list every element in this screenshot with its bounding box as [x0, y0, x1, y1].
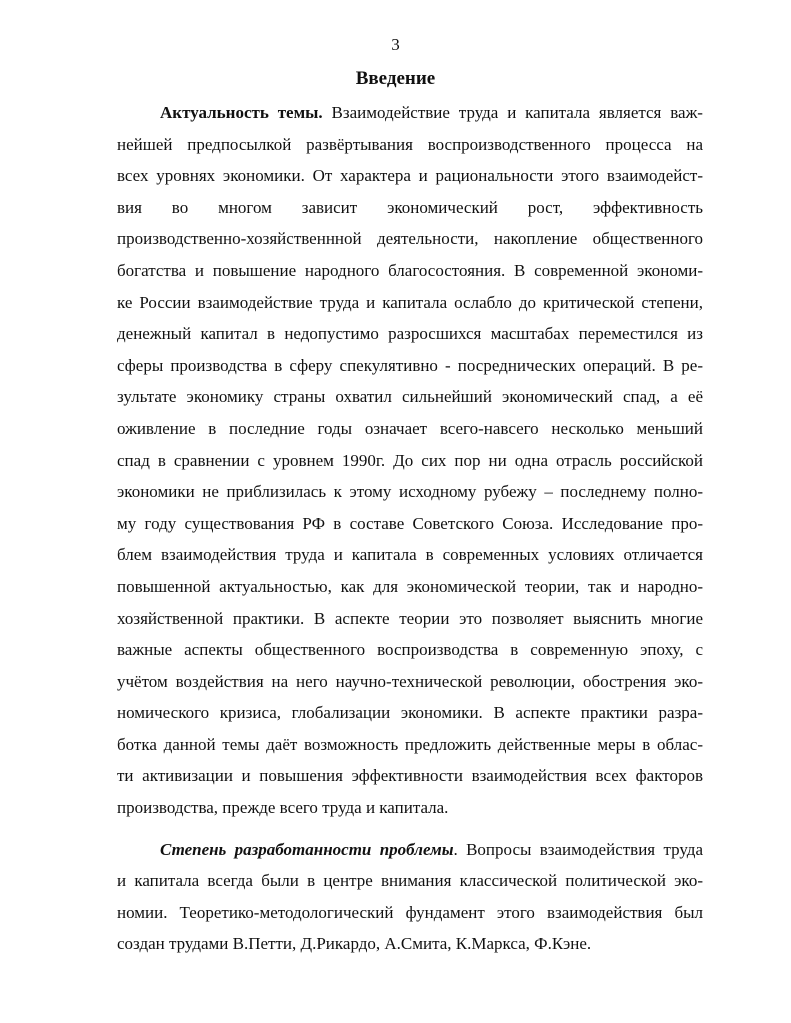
paragraph-line: и капитала всегда были в центре внимания классической политической эко- [117, 871, 703, 891]
paragraph-line: сферы производства в сферу спекулятивно - посреднических операций. В ре- [117, 355, 703, 375]
body-text [117, 97, 703, 960]
paragraph-line: хозяйственной практики. В аспекте теории это позволяет выяснить многие [117, 608, 703, 628]
paragraph-line: номического кризиса, глобализации экономики. В аспекте практики разра- [117, 703, 703, 723]
paragraph-line: ке России взаимодействие труда и капитала ослабло до критической степени, [117, 292, 703, 312]
paragraph-line: зультате экономику страны охватил сильнейший экономический спад, а её [117, 387, 703, 407]
page-heading: Введение [355, 68, 436, 89]
paragraph-line: денежный капитал в недопустимо разросшихся масштабах переместился из [117, 324, 703, 344]
paragraph-line: создан трудами В.Петти, Д.Рикардо, А.Смита, К.Маркса, Ф.Кэне. [117, 934, 592, 954]
paragraph-line: богатства и повышение народного благосостояния. В современной экономи- [117, 260, 703, 280]
paragraph-line: Актуальность темы. Взаимодействие труда и капитала является важ- [160, 103, 703, 122]
section-lead-elaboration: Степень разработанности проблемы [160, 839, 454, 859]
paragraph-line: вия во многом зависит экономический рост, эффективность [117, 197, 703, 217]
paragraph-line: экономики не приблизилась к этому исходному рубежу – последнему полно- [117, 482, 703, 502]
paragraph-line: нейшей предпосылкой развёртывания воспроизводственного процесса на [117, 134, 703, 154]
paragraph-line: всех уровнях экономики. От характера и рациональности этого взаимодейст- [117, 166, 703, 186]
paragraph-line: ти активизации и повышения эффективности взаимодействия всех факторов [117, 766, 703, 786]
paragraph-line: блем взаимодействия труда и капитала в современных условиях отличается [117, 545, 703, 565]
paragraph-line: повышенной актуальностью, как для экономической теории, так и народно- [117, 576, 703, 596]
paragraph-line: му году существования РФ в составе Советского Союза. Исследование про- [117, 513, 703, 533]
page-number: 3 [391, 35, 400, 54]
paragraph-line: важные аспекты общественного воспроизводства в современную эпоху, с [117, 640, 703, 660]
paragraph-line: оживление в последние годы означает всего-навсего несколько меньший [117, 418, 703, 438]
paragraph-line: ботка данной темы даёт возможность предложить действенные меры в облас- [117, 734, 703, 754]
paragraph-line: производственно-хозяйственнной деятельности, накопление общественного [117, 229, 703, 249]
paragraph-line: номии. Теоретико-методологический фундамент этого взаимодействия был [117, 902, 703, 922]
section-lead-relevance: Актуальность темы. [160, 103, 323, 122]
paragraph-line: спад в сравнении с уровнем 1990г. До сих пор ни одна отрасль российской [117, 450, 703, 470]
paragraph-line: производства, прежде всего труда и капитала. [117, 798, 449, 818]
paragraph-line: Степень разработанности проблемы. Вопросы взаимодействия труда [160, 839, 703, 859]
paragraph-line: учётом воздействия на него научно-технической революции, обострения эко- [117, 671, 703, 691]
